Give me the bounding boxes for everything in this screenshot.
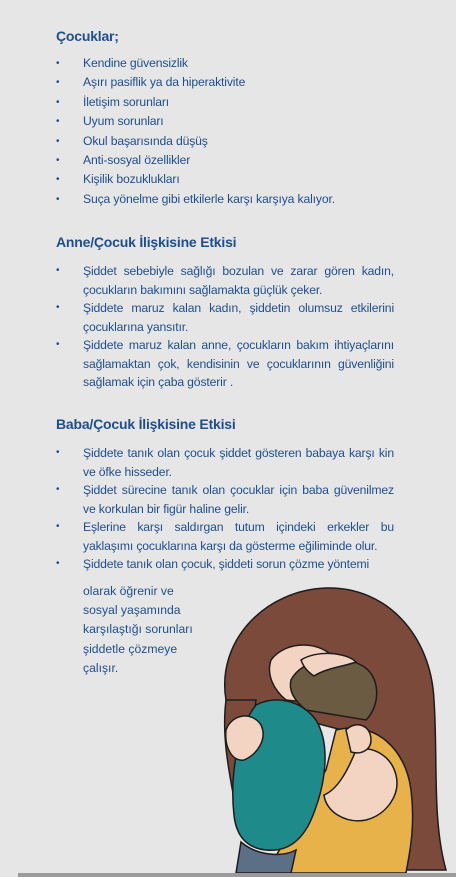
list-item: • Şiddet sebebiyle sağlığı bozulan ve zarar gören kadın, çocukların bakımını sağlamakta güçlük çeker. <box>56 262 394 299</box>
list-item: • Uyum sorunları <box>56 112 394 131</box>
list-item: • Şiddete tanık olan çocuk, şiddeti sorun çözme yöntemi <box>56 555 394 574</box>
heading-baba-cocuk: Baba/Çocuk İlişkisine Etkisi <box>56 416 236 432</box>
list-item: • Kendine güvensizlik <box>56 54 394 73</box>
list-item: • Anti-sosyal özellikler <box>56 151 394 170</box>
bottom-divider <box>18 873 456 877</box>
list-item: • Okul başarısında düşüş <box>56 132 394 151</box>
list-item: • Şiddet sürecine tanık olan çocuklar için baba güvenilmez ve korkulan bir figür haline gelir. <box>56 481 394 518</box>
list-anne-cocuk <box>56 262 394 392</box>
list-item: • Eşlerine karşı saldırgan tutum içindeki erkekler bu yaklaşımı çocuklarına karşı da gösterme eğiliminde olur. <box>56 518 394 555</box>
heading-cocuklar: Çocuklar; <box>56 28 119 44</box>
list-cocuklar <box>56 54 394 209</box>
list-item: • Şiddete maruz kalan anne, çocukların bakım ihtiyaçlarını sağlamaktan çok, kendisinin ve çocuklarının güvenliğini sağlamak için çaba gösterir . <box>56 336 394 392</box>
list-item: • İletişim sorunları <box>56 93 394 112</box>
list-item: • Kişilik bozuklukları <box>56 170 394 189</box>
list-item: • Şiddete maruz kalan kadın, şiddetin olumsuz etkilerini çocuklarına yansıtır. <box>56 299 394 336</box>
list-item: • Suça yönelme gibi etkilerle karşı karşıya kalıyor. <box>56 190 394 209</box>
mother-hugging-child-illustration <box>196 580 456 873</box>
heading-anne-cocuk: Anne/Çocuk İlişkisine Etkisi <box>56 234 237 250</box>
list-baba-cocuk <box>56 444 394 574</box>
list-item: • Şiddete tanık olan çocuk şiddet gösteren babaya karşı kin ve öfke hisseder. <box>56 444 394 481</box>
list-item-continuation: olarak öğrenir ve sosyal yaşamında karşılaştığı sorunları şiddetle çözmeye çalışır. <box>83 584 193 675</box>
list-item: • Aşırı pasiflik ya da hiperaktivite <box>56 73 394 92</box>
